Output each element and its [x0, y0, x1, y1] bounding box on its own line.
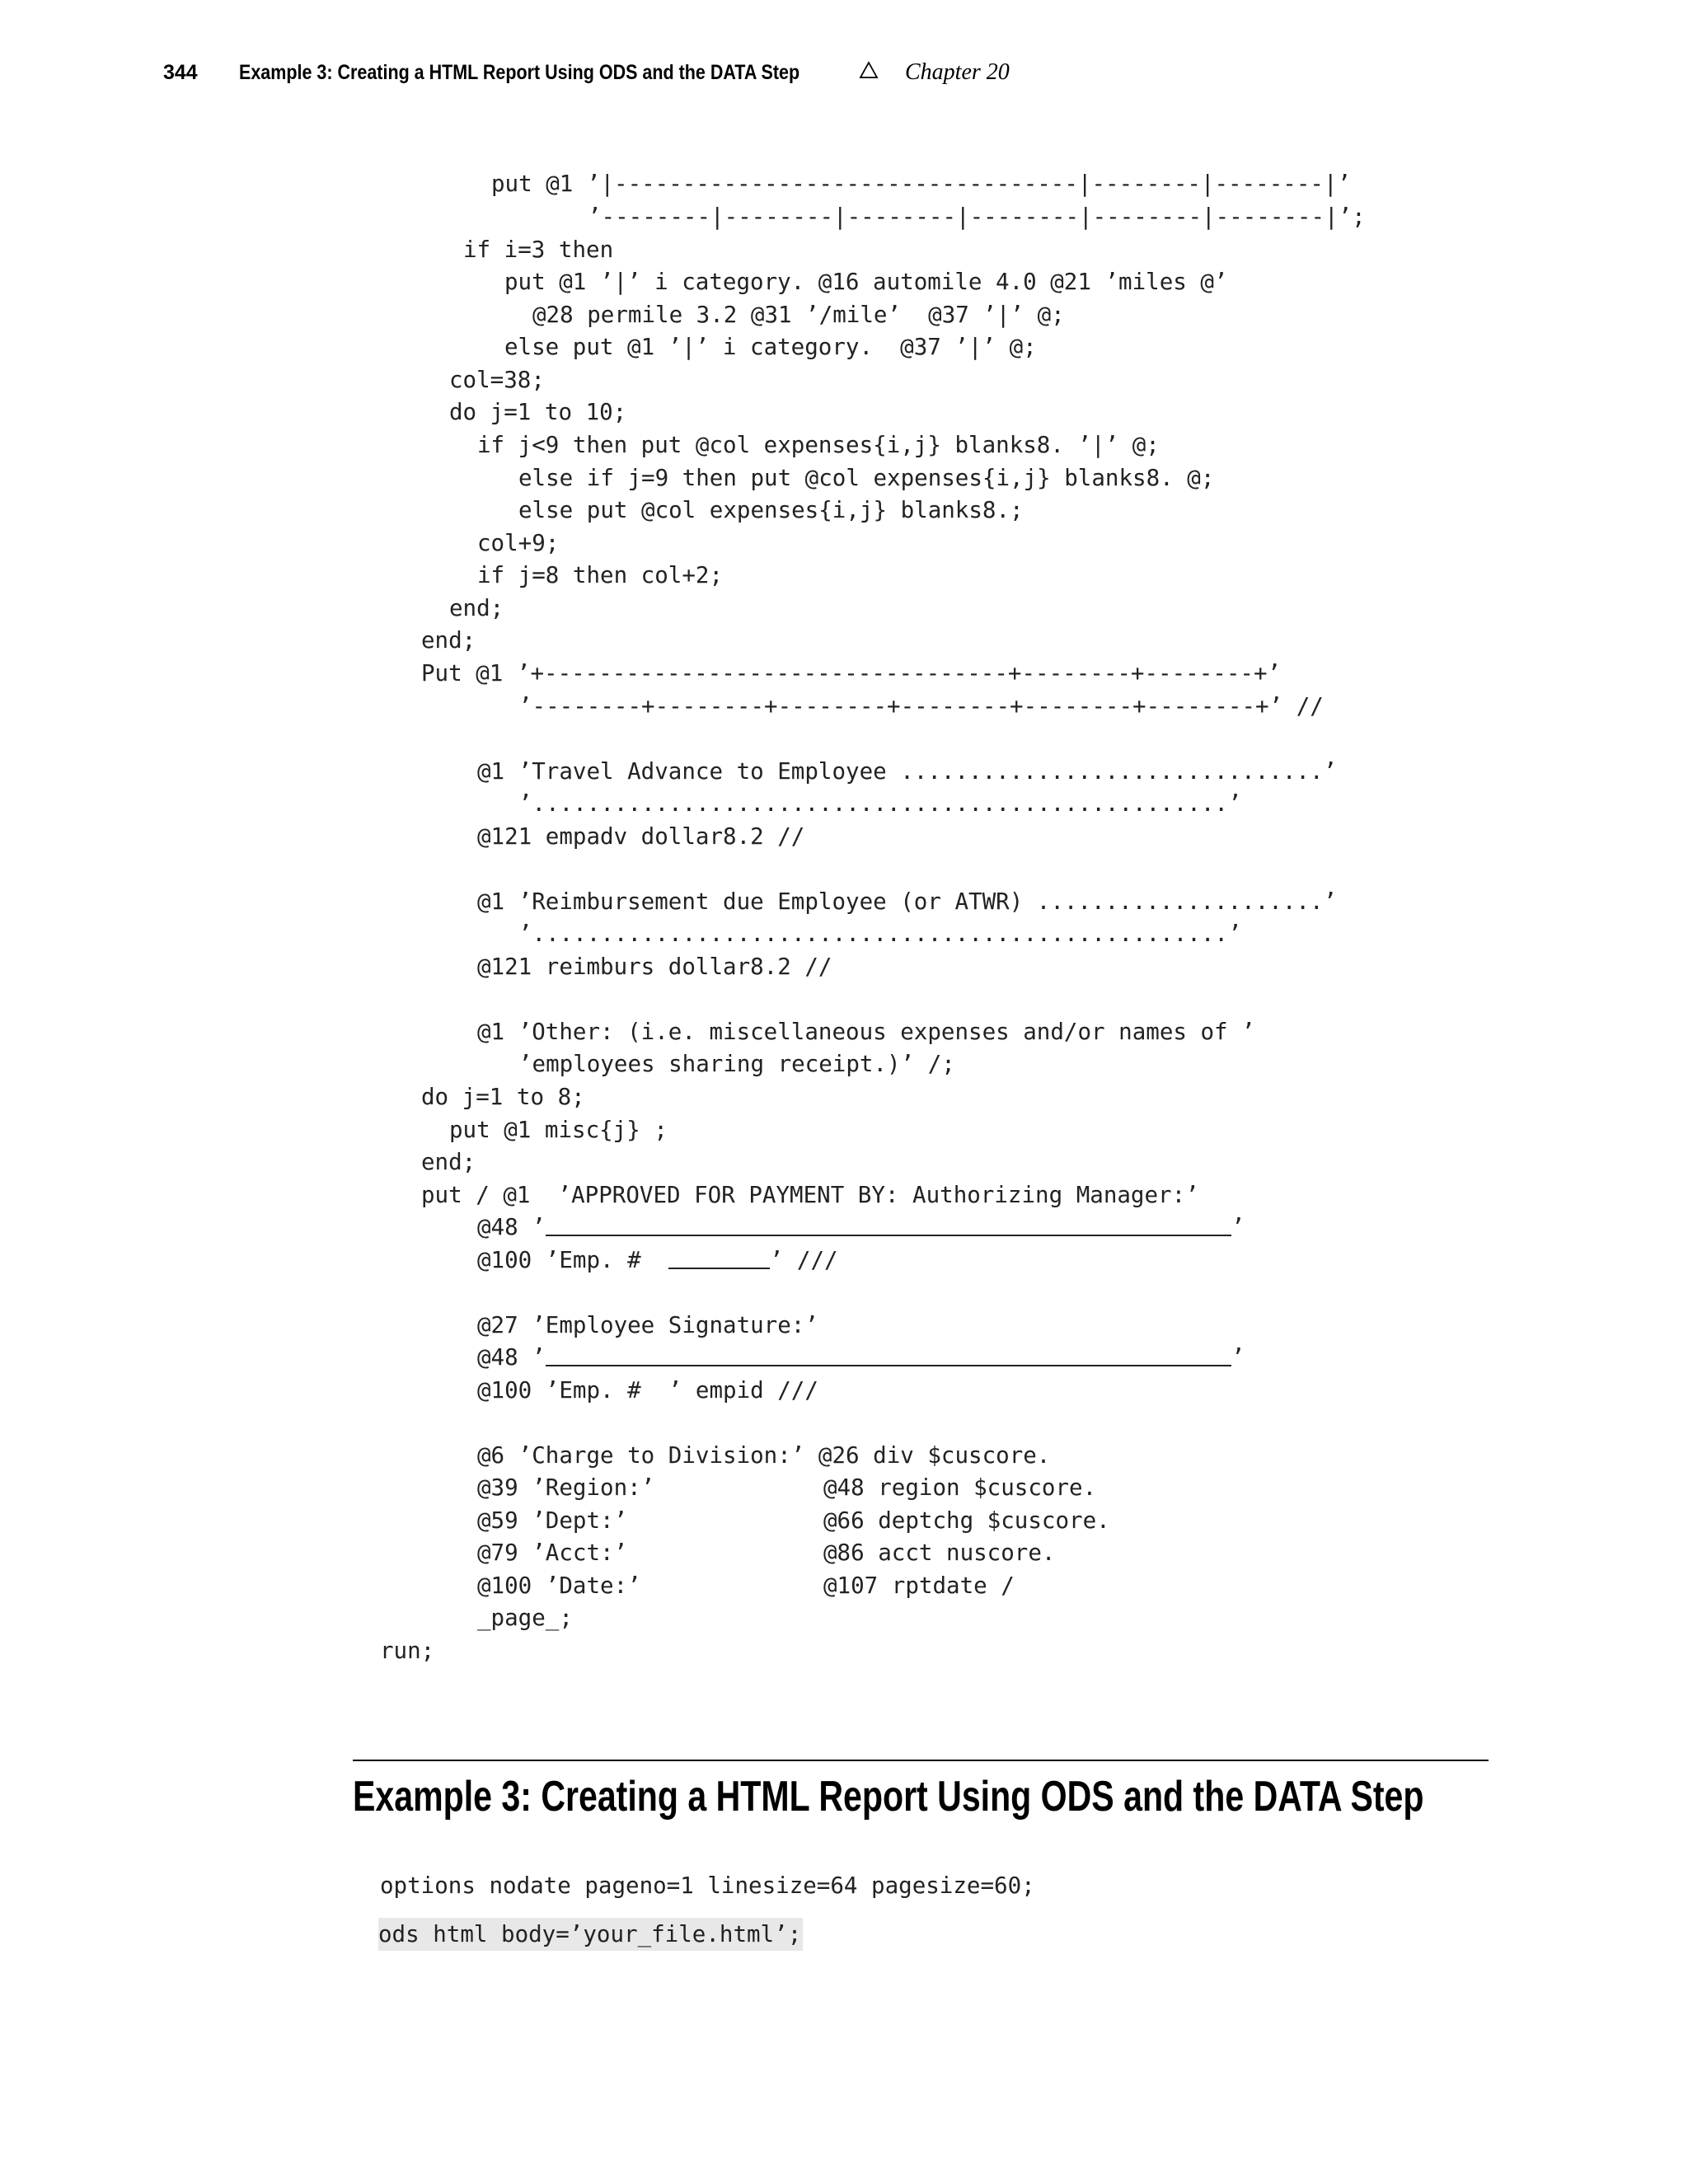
code-line: put @1 ’|----------------------------------|--------|--------|’	[491, 171, 1352, 197]
signature-underline	[546, 1213, 1231, 1236]
code-line: Put @1 ’+----------------------------------+--------+--------+’	[421, 660, 1282, 687]
code-line: @27 ’Employee Signature:’	[477, 1312, 818, 1338]
code-line: put @1 ’|’ i category. @16 automile 4.0 @21 ’miles @’	[504, 269, 1228, 295]
code-line: @100 ’Emp. # ’ empid ///	[477, 1377, 818, 1404]
code-text: ’	[1231, 1344, 1245, 1371]
code-line: else if j=9 then put @col expenses{i,j} blanks8. @;	[518, 465, 1215, 491]
code-line: ’--------+--------+--------+--------+--------+--------+’ //	[518, 693, 1324, 719]
section-heading: Example 3: Creating a HTML Report Using ODS and the DATA Step	[353, 1773, 1424, 1821]
code-line: @39 ’Region:’	[477, 1474, 655, 1501]
emp-number-underline	[668, 1246, 770, 1269]
code-line: do j=1 to 8;	[421, 1084, 585, 1110]
code-line: @1 ’Other: (i.e. miscellaneous expenses and/or names of ’	[477, 1019, 1255, 1045]
code-line	[477, 1244, 838, 1277]
code-line: if i=3 then	[463, 237, 614, 263]
code-line: _page_;	[477, 1605, 573, 1631]
code-line: @1 ’Reimbursement due Employee (or ATWR) .....................’	[477, 888, 1338, 915]
code-line: put / @1 ’APPROVED FOR PAYMENT BY: Authorizing Manager:’	[421, 1182, 1199, 1208]
running-header-title: Example 3: Creating a HTML Report Using ODS and the DATA Step	[239, 61, 800, 84]
code-line: @86 acct nuscore.	[823, 1540, 1056, 1566]
code-line: ’...................................................’	[518, 790, 1242, 817]
code-line: @107 rptdate /	[823, 1572, 1015, 1599]
page-number: 344	[163, 61, 198, 84]
code-line	[477, 1211, 1245, 1244]
code-line-highlighted: ods html body=’your_file.html’;	[378, 1918, 803, 1951]
code-line: ’employees sharing receipt.)’ /;	[518, 1051, 955, 1077]
code-line: ’--------|--------|--------|--------|--------|--------|’;	[588, 204, 1366, 230]
code-line: @100 ’Date:’	[477, 1572, 641, 1599]
signature-underline	[546, 1343, 1231, 1366]
code-line: @28 permile 3.2 @31 ’/mile’ @37 ’|’ @;	[532, 302, 1065, 328]
code-text: @100 ’Emp. #	[477, 1247, 668, 1273]
code-line: @121 reimburs dollar8.2 //	[477, 954, 832, 980]
code-line: @1 ’Travel Advance to Employee ...............................’	[477, 758, 1338, 785]
code-line: end;	[449, 595, 504, 621]
code-line: if j<9 then put @col expenses{i,j} blanks8. ’|’ @;	[477, 432, 1160, 458]
code-line: end;	[421, 627, 476, 654]
code-line	[477, 1341, 1245, 1374]
code-text: ’	[1231, 1214, 1245, 1240]
code-line: else put @col expenses{i,j} blanks8.;	[518, 497, 1024, 523]
chapter-label: Chapter 20	[905, 59, 1010, 85]
code-line: @6 ’Charge to Division:’ @26 div $cuscore.	[477, 1442, 1051, 1469]
code-line: @121 empadv dollar8.2 //	[477, 823, 805, 850]
running-header	[163, 59, 1010, 92]
code-line: put @1 misc{j} ;	[449, 1117, 668, 1143]
code-line: else put @1 ’|’ i category. @37 ’|’ @;	[504, 334, 1037, 360]
code-text: ’ ///	[769, 1247, 838, 1273]
code-line: @48 region $cuscore.	[823, 1474, 1097, 1501]
code-line: end;	[421, 1149, 476, 1175]
code-line: ’...................................................’	[518, 921, 1242, 947]
code-line: if j=8 then col+2;	[477, 562, 724, 588]
code-line: @59 ’Dept:’	[477, 1507, 628, 1534]
code-line: col+9;	[477, 530, 560, 556]
code-text: @48 ’	[477, 1344, 546, 1371]
code-line: @79 ’Acct:’	[477, 1540, 628, 1566]
code-text: @48 ’	[477, 1214, 546, 1240]
code-line: do j=1 to 10;	[449, 399, 627, 425]
code-line: @66 deptchg $cuscore.	[823, 1507, 1110, 1534]
section-divider	[353, 1760, 1489, 1761]
code-line: col=38;	[449, 367, 545, 393]
code-line: run;	[380, 1638, 435, 1664]
code-line: options nodate pageno=1 linesize=64 pagesize=60;	[380, 1872, 1035, 1899]
